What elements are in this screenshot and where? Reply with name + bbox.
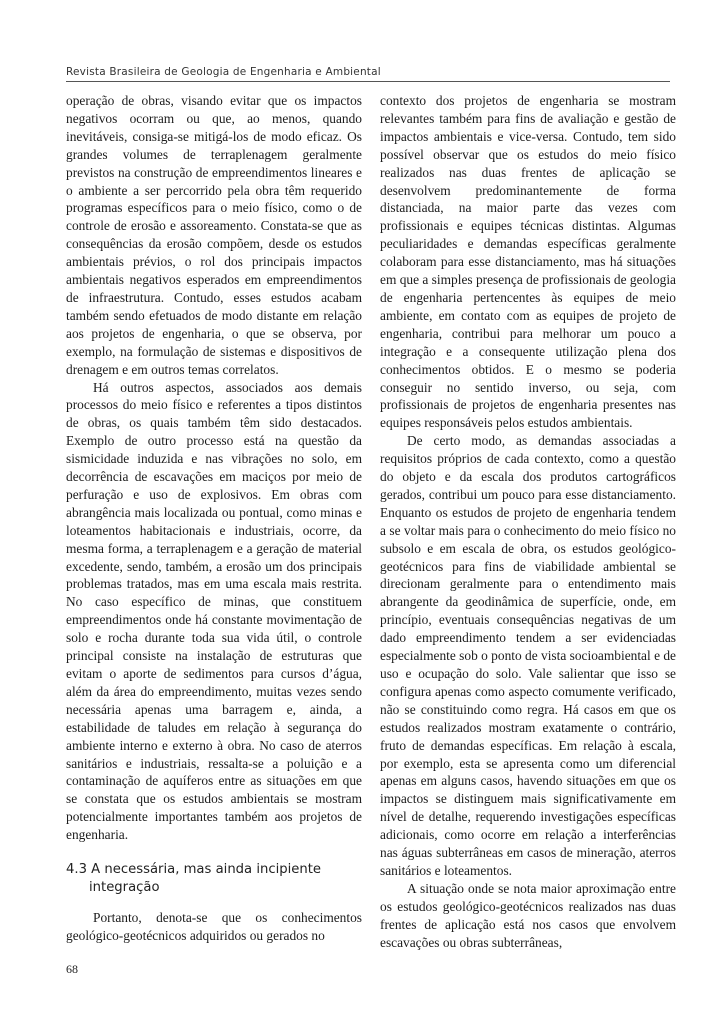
- page-number: 68: [66, 962, 78, 976]
- body-paragraph: Há outros aspectos, associados aos demais processos do meio físico e referentes a tipos distintos de obras, os quais também têm sido destacados. Exemplo de outro processo está na questão da sismicidade induzida e nas vibrações no solo, em decorrência de escavações em maciços por meio de perfuração e uso de explosivos. Em obras com abrangência mais localizada ou pontual, como minas e loteamentos habitacionais e industriais, ocorre, da mesma forma, a terraplenagem e a geração de material excedente, sendo, também, a erosão um dos principais problemas tratados, mas em uma escala mais restrita. No caso específico de minas, que constituem empreendimentos onde há constante movimentação de solo e rocha durante toda sua vida útil, o controle principal consiste na instalação de estruturas que evitam o aporte de sedimentos para cursos d’água, além da área do empreendimento, muitas vezes sendo necessária apenas uma barragem e, ainda, a estabilidade de taludes em relação à segurança do ambiente interno e externo à obra. No caso de aterros sanitários e industriais, ressalta-se a poluição e a contaminação de aquíferos entre as situações em que se constata que os estudos ambientais se mostram potencialmente importantes também aos projetos de engenharia.: [66, 379, 362, 843]
- right-column: [380, 92, 676, 952]
- body-paragraph: A situação onde se nota maior aproximação entre os estudos geológico-geotécnicos realizados nas duas frentes de aplicação está nos casos que envolvem escavações ou obras subterrâneas,: [380, 880, 676, 950]
- body-paragraph: Portanto, denota-se que os conhecimentos geológico-geotécnicos adquiridos ou gerados no: [66, 910, 362, 943]
- body-paragraph: contexto dos projetos de engenharia se mostram relevantes também para fins de avaliação e gestão de impactos ambientais e vice-versa. Contudo, tem sido possível observar que os estudos do meio físico realizados nas duas frentes de aplicação se desenvolvem predominantemente de forma distanciada, na maior parte das vezes com profissionais e equipes técnicas distintas. Algumas peculiaridades e demandas específicas geralmente colaboram para esse distanciamento, mas há situações em que a simples presença de profissionais de geologia de engenharia pertencentes às equipes de meio ambiente, em contato com as equipes de projeto de engenharia, contribui para melhorar um pouco a integração e a consequente utilização plena dos conhecimentos obtidos. E o mesmo se poderia conseguir no sentido inverso, ou seja, com profissionais de projetos de engenharia presentes nas equipes responsáveis pelos estudos ambientais.: [380, 93, 676, 431]
- left-column: [66, 92, 362, 945]
- running-header: Revista Brasileira de Geologia de Engenharia e Ambiental: [66, 66, 381, 78]
- section-heading: 4.3 A necessária, mas ainda incipiente integração: [66, 862, 322, 896]
- body-paragraph: De certo modo, as demandas associadas a requisitos próprios de cada contexto, como a questão do objeto e da escala dos produtos cartográficos gerados, contribui um pouco para esse distanciamento. Enquanto os estudos de projeto de engenharia tendem a se voltar mais para o conhecimento do meio físico no subsolo e em escala de obra, os estudos geológico-geotécnicos para fins de viabilidade ambiental se direcionam geralmente para o entendimento mais abrangente da geodinâmica de superfície, onde, em princípio, eventuais consequências negativas de um dado empreendimento tendem a ser evidenciadas especialmente sob o ponto de vista socioambiental e de uso e ocupação do solo. Vale salientar que isso se configura apenas como aspecto comumente verificado, não se constituindo como regra. Há casos em que os estudos realizados mostram exatamente o contrário, fruto de demandas específicas. Em relação à escala, por exemplo, esta se apresenta como um diferencial apenas em alguns casos, havendo situações em que os impactos se distinguem mais significativamente em nível de detalhe, requerendo investigações específicas adicionais, como ocorre em relação a interferências nas águas subterrâneas em casos de mineração, aterros sanitários e loteamentos.: [380, 433, 676, 878]
- body-paragraph: operação de obras, visando evitar que os impactos negativos ocorram ou que, ao menos, quando inevitáveis, consiga-se mitigá-los de modo eficaz. Os grandes volumes de terraplenagem geralmente previstos na construção de empreendimentos lineares e o ambiente a ser percorrido pela obra têm requerido programas específicos para o meio físico, como o de controle de erosão e assoreamento. Constata-se que as consequências da erosão compõem, desde os estudos ambientais prévios, o rol dos principais impactos ambientais negativos esperados em empreendimentos de infraestrutura. Contudo, esses estudos acabam também sendo efetuados de modo distante em relação aos projetos de engenharia, o que se observa, por exemplo, na formulação de sistemas e dispositivos de drenagem e em outros temas correlatos.: [66, 93, 362, 377]
- header-rule: [66, 81, 670, 82]
